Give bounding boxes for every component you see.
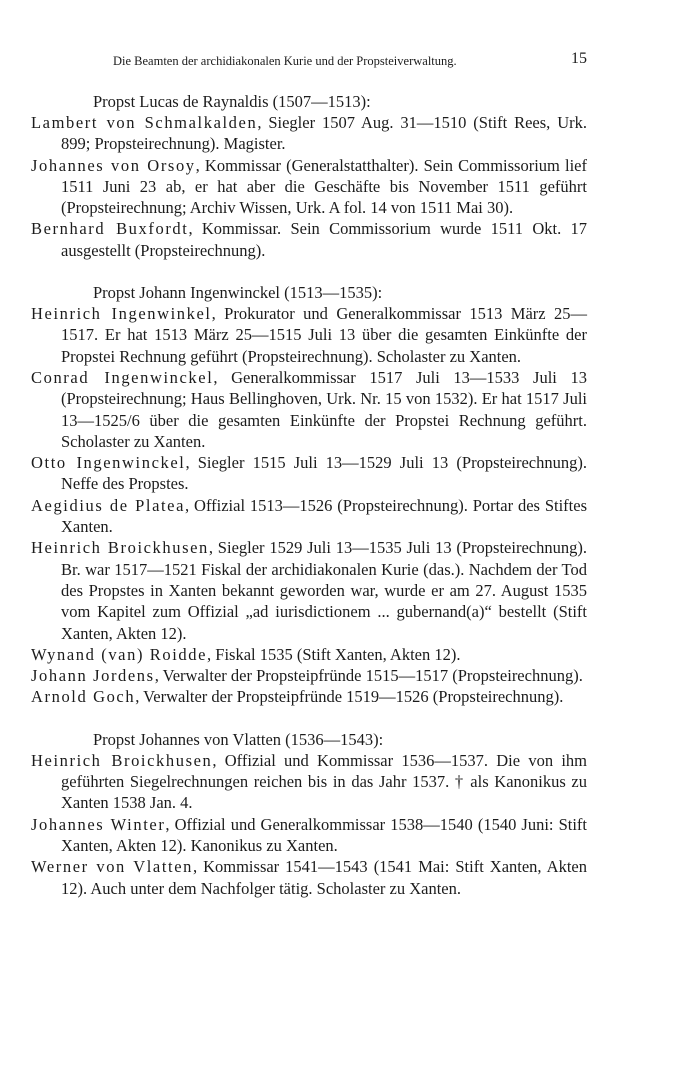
document-page <box>31 50 587 899</box>
entry-text: , Kommissar. Sein Commissorium wurde 1511 Okt. 17 ausgestellt (Propsteirechnung). <box>61 219 588 260</box>
entry-name: Arnold Goch <box>31 687 136 707</box>
entry-name: Johannes Winter <box>31 814 166 834</box>
entry-text: , Verwalter der Propsteipfründe 1515—1517 (Propsteirechnung). <box>154 666 583 686</box>
entry-aegidius-de-platea <box>31 495 587 538</box>
entry-johannes-winter <box>31 814 587 857</box>
running-head-title: Die Beamten der archidiakonalen Kurie und der Propsteiverwaltung. <box>113 54 457 68</box>
entry-text: , Siegler 1515 Juli 13—1529 Juli 13 (Propsteirechnung). Neffe des Propstes. <box>61 453 587 494</box>
section-heading-ingenwinckel: Propst Johann Ingenwinckel (1513—1535): <box>93 283 383 303</box>
entry-name: Conrad Ingenwinckel <box>31 367 214 387</box>
page-number: 15 <box>571 50 587 67</box>
entry-name: Lambert von Schmalkalden <box>31 113 258 132</box>
entry-heinrich-broickhusen-2 <box>31 750 587 814</box>
entry-text: , Siegler 1529 Juli 13—1535 Juli 13 (Propsteirechnung). Br. war 1517—1521 Fiskal der archidiakonalen Kurie (das.). Nachdem der Tod des Propstes in Xanten bekannt geworden war, wurde er am 27. August 1535 vom Kapitel zum Offizial „ad iurisdictionem ... gubernand(a)“ bestellt (Stift Xanten, Akten 12). <box>61 538 587 643</box>
entry-text: , Siegler 1507 Aug. 31—1510 (Stift Rees, Urk. 899; Propsteirechnung). Magister. <box>61 113 587 154</box>
entry-name: Johann Jordens <box>31 666 155 686</box>
entry-bernhard-buxfordt <box>31 218 587 261</box>
entry-name: Wynand (van) Roidde <box>31 644 208 664</box>
entry-name: Johannes von Orsoy <box>31 155 196 175</box>
entry-name: Bernhard Buxfordt <box>31 219 189 239</box>
entry-lambert-von-schmalkalden <box>31 112 587 155</box>
entry-name: Otto Ingenwinckel <box>31 453 186 473</box>
running-head <box>31 50 587 72</box>
entry-text: , Offizial und Generalkommissar 1538—1540 (1540 Juni: Stift Xanten, Akten 12). Kanonikus zu Xanten. <box>61 814 587 855</box>
entry-text: , Kommissar 1541—1543 (1541 Mai: Stift Xanten, Akten 12). Auch unter dem Nachfolger tätig. Scholaster zu Xanten. <box>61 857 587 898</box>
entry-name: Aegidius de Platea <box>31 495 186 515</box>
entry-arnold-goch <box>31 686 587 707</box>
entry-text: , Generalkommissar 1517 Juli 13—1533 Juli 13 (Propsteirechnung; Haus Bellinghoven, Urk. Nr. 15 von 1532). Er hat 1517 Juli 13—1525/6 über die gesamten Einkünfte der Propstei Rechnung geführt. Scholaster zu Xanten. <box>61 367 587 451</box>
entry-wynand-van-roidde <box>31 644 587 665</box>
section-heading-raynaldis: Propst Lucas de Raynaldis (1507—1513): <box>93 92 371 111</box>
entry-heinrich-broickhusen <box>31 537 587 643</box>
entry-conrad-ingenwinckel <box>31 367 587 452</box>
entry-text: , Verwalter der Propsteipfründe 1519—1526 (Propsteirechnung). <box>135 687 564 707</box>
entry-text: , Offizial und Kommissar 1536—1537. Die von ihm geführten Siegelrechnungen reichen bis in das Jahr 1537. † als Kanonikus zu Xanten 1538 Jan. 4. <box>61 750 587 813</box>
entry-name: Heinrich Ingenwinkel <box>31 304 212 324</box>
entry-name: Werner von Vlatten <box>31 857 193 877</box>
section-heading-vlatten: Propst Johannes von Vlatten (1536—1543): <box>93 729 384 749</box>
entry-otto-ingenwinckel <box>31 452 587 495</box>
entry-text: , Kommissar (Generalstatthalter). Sein Commissorium lief 1511 Juni 23 ab, er hat aber die Geschäfte bis November 1511 geführt (Propsteirechnung; Archiv Wissen, Urk. A fol. 14 von 1511 Mai 30). <box>61 155 587 218</box>
entry-johannes-von-orsoy <box>31 155 587 219</box>
entry-werner-von-vlatten <box>31 856 587 899</box>
entry-text: , Offizial 1513—1526 (Propsteirechnung). Portar des Stiftes Xanten. <box>61 495 587 537</box>
entry-text: , Prokurator und Generalkommissar 1513 März 25—1517. Er hat 1513 März 25—1515 Juli 13 über die gesamten Einkünfte der Propstei Rechnung geführt (Propsteirechnung). Scholaster zu Xanten. <box>61 304 588 366</box>
entry-name: Heinrich Broickhusen <box>31 750 213 770</box>
entry-text: , Fiskal 1535 (Stift Xanten, Akten 12). <box>207 644 461 664</box>
entry-name: Heinrich Broickhusen <box>31 538 209 558</box>
entry-heinrich-ingenwinkel <box>31 303 587 367</box>
entry-johann-jordens <box>31 665 587 686</box>
